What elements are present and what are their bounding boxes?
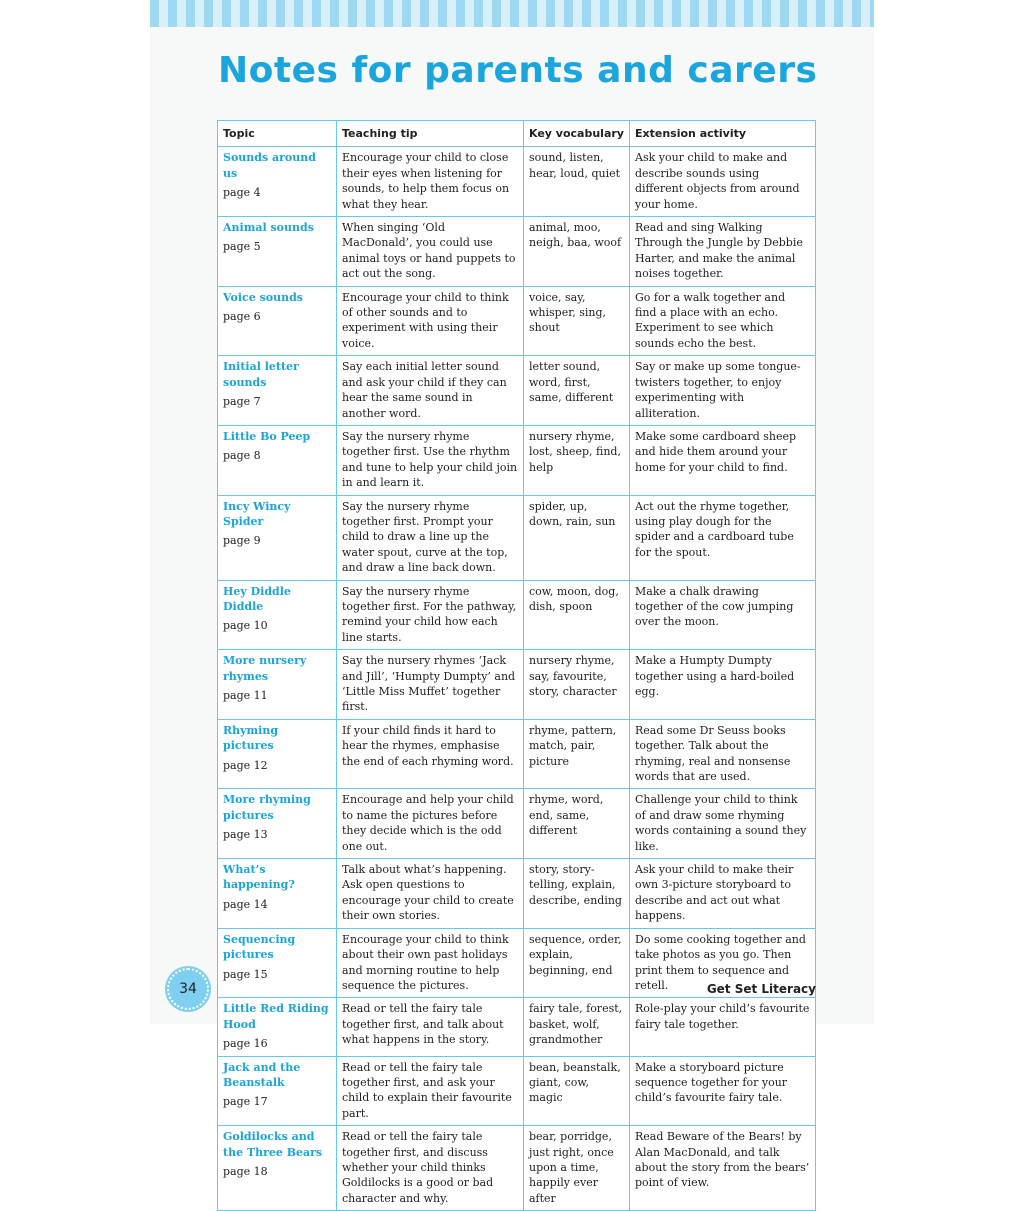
topic-cell [218, 356, 337, 426]
topic-cell [218, 928, 337, 998]
teaching-tip-cell: Say the nursery rhyme together first. Use the rhythm and tune to help your child join in and learn it. [337, 425, 524, 495]
topic-page-ref: page 10 [223, 619, 268, 633]
topic-name: Hey Diddle Diddle [223, 584, 291, 613]
topic-name: Sounds around us [223, 151, 316, 180]
topic-cell [218, 1056, 337, 1126]
key-vocabulary-cell: fairy tale, forest, basket, wolf, grandmother [524, 998, 630, 1056]
topic-cell [218, 719, 337, 789]
topic-cell [218, 286, 337, 356]
topic-cell [218, 998, 337, 1056]
topic-page-ref: page 5 [223, 240, 261, 254]
table-row [218, 495, 816, 580]
key-vocabulary-cell: rhyme, pattern, match, pair, picture [524, 719, 630, 789]
table-row [218, 286, 816, 356]
table-row [218, 147, 816, 217]
key-vocabulary-cell: sequence, order, explain, beginning, end [524, 928, 630, 998]
topic-name: Incy Wincy Spider [223, 499, 291, 528]
notes-table [217, 120, 816, 1211]
extension-activity-cell: Act out the rhyme together, using play dough for the spider and a cardboard tube for the spout. [630, 495, 816, 580]
topic-name: What’s happening? [223, 863, 295, 892]
table-row [218, 1126, 816, 1211]
teaching-tip-cell: Say the nursery rhymes ‘Jack and Jill’, ‘Humpty Dumpty’ and ‘Little Miss Muffet’ together first. [337, 650, 524, 720]
key-vocabulary-cell: nursery rhyme, lost, sheep, find, help [524, 425, 630, 495]
topic-name: Jack and the Beanstalk [223, 1060, 301, 1089]
topic-name: More rhyming pictures [223, 793, 311, 822]
extension-activity-cell: Make a chalk drawing together of the cow jumping over the moon. [630, 580, 816, 650]
key-vocabulary-cell: letter sound, word, first, same, different [524, 356, 630, 426]
topic-name: Little Red Riding Hood [223, 1002, 329, 1031]
teaching-tip-cell: Encourage your child to think about their own past holidays and morning routine to help sequence the pictures. [337, 928, 524, 998]
topic-name: Voice sounds [223, 290, 303, 304]
topic-page-ref: page 9 [223, 534, 261, 548]
extension-activity-cell: Make a storyboard picture sequence together for your child’s favourite fairy tale. [630, 1056, 816, 1126]
topic-name: More nursery rhymes [223, 654, 307, 683]
table-row [218, 859, 816, 929]
key-vocabulary-cell: cow, moon, dog, dish, spoon [524, 580, 630, 650]
topic-page-ref: page 14 [223, 897, 268, 911]
extension-activity-cell: Role-play your child’s favourite fairy tale together. [630, 998, 816, 1056]
topic-cell [218, 1126, 337, 1211]
topic-page-ref: page 11 [223, 689, 268, 702]
topic-cell [218, 580, 337, 650]
table-header-row [218, 121, 816, 147]
key-vocabulary-cell: bear, porridge, just right, once upon a time, happily ever after [524, 1126, 630, 1211]
topic-cell [218, 859, 337, 929]
topic-page-ref: page 15 [223, 967, 268, 981]
teaching-tip-cell: Read or tell the fairy tale together first, and talk about what happens in the story. [337, 998, 524, 1056]
teaching-tip-cell: Talk about what’s happening. Ask open questions to encourage your child to create their own stories. [337, 859, 524, 929]
teaching-tip-cell: Read or tell the fairy tale together first, and discuss whether your child thinks Goldilocks is a good or bad character and why. [337, 1126, 524, 1211]
extension-activity-cell: Read and sing Walking Through the Jungle by Debbie Harter, and make the animal noises together. [630, 217, 816, 287]
topic-cell [218, 217, 337, 287]
extension-activity-cell: Make some cardboard sheep and hide them around your home for your child to find. [630, 425, 816, 495]
topic-name: Goldilocks and the Three Bears [223, 1130, 323, 1159]
teaching-tip-cell: Read or tell the fairy tale together first, and ask your child to explain their favourite part. [337, 1056, 524, 1126]
key-vocabulary-cell: voice, say, whisper, sing, shout [524, 286, 630, 356]
page-title: Notes for parents and carers [218, 50, 818, 91]
teaching-tip-cell: Say each initial letter sound and ask your child if they can hear the same sound in another word. [337, 356, 524, 426]
page-number-badge: 34 [167, 968, 209, 1010]
table-row [218, 1056, 816, 1126]
teaching-tip-cell: Say the nursery rhyme together first. For the pathway, remind your child how each line starts. [337, 580, 524, 650]
table-row [218, 217, 816, 287]
key-vocabulary-cell: animal, moo, neigh, baa, woof [524, 217, 630, 287]
key-vocabulary-cell: sound, listen, hear, loud, quiet [524, 147, 630, 217]
extension-activity-cell: Ask your child to make and describe sounds using different objects from around your home. [630, 147, 816, 217]
key-vocabulary-cell: story, story-telling, explain, describe, ending [524, 859, 630, 929]
extension-activity-cell: Read some Dr Seuss books together. Talk about the rhyming, real and nonsense words that are used. [630, 719, 816, 789]
topic-page-ref: page 12 [223, 758, 268, 772]
topic-page-ref: page 13 [223, 828, 268, 842]
topic-name: Little Bo Peep [223, 429, 311, 443]
book-series-footer: Get Set Literacy [706, 982, 816, 996]
teaching-tip-cell: Encourage your child to think of other sounds and to experiment with using their voice. [337, 286, 524, 356]
table-row [218, 998, 816, 1056]
table-row [218, 789, 816, 859]
topic-cell [218, 425, 337, 495]
extension-activity-cell: Do some cooking together and take photos as you go. Then print them to sequence and retell. [630, 928, 816, 998]
table-row [218, 356, 816, 426]
table-row [218, 650, 816, 720]
teaching-tip-cell: Encourage and help your child to name the pictures before they decide which is the odd one out. [337, 789, 524, 859]
book-page [150, 0, 874, 1205]
table-row [218, 580, 816, 650]
topic-page-ref: page 17 [223, 1095, 268, 1109]
topic-name: Initial letter sounds [223, 360, 299, 389]
extension-activity-cell: Say or make up some tongue-twisters together, to enjoy experimenting with alliteration. [630, 356, 816, 426]
extension-activity-cell: Go for a walk together and find a place with an echo. Experiment to see which sounds echo the best. [630, 286, 816, 356]
extension-activity-cell: Challenge your child to think of and draw some rhyming words containing a sound they like. [630, 789, 816, 859]
topic-cell [218, 789, 337, 859]
topic-page-ref: page 6 [223, 310, 261, 324]
table-row [218, 719, 816, 789]
header-key-vocabulary: Key vocabulary [524, 121, 630, 147]
key-vocabulary-cell: spider, up, down, rain, sun [524, 495, 630, 580]
teaching-tip-cell: When singing ‘Old MacDonald’, you could use animal toys or hand puppets to act out the song. [337, 217, 524, 287]
teaching-tip-cell: If your child finds it hard to hear the rhymes, emphasise the end of each rhyming word. [337, 719, 524, 789]
extension-activity-cell: Read Beware of the Bears! by Alan MacDonald, and talk about the story from the bears’ point of view. [630, 1126, 816, 1211]
teaching-tip-cell: Encourage your child to close their eyes when listening for sounds, to help them focus on what they hear. [337, 147, 524, 217]
header-topic: Topic [218, 121, 337, 147]
topic-page-ref: page 16 [223, 1037, 268, 1051]
header-extension-activity: Extension activity [630, 121, 816, 147]
key-vocabulary-cell: rhyme, word, end, same, different [524, 789, 630, 859]
striped-header-band [150, 0, 874, 27]
extension-activity-cell: Ask your child to make their own 3-picture storyboard to describe and act out what happens. [630, 859, 816, 929]
topic-cell [218, 147, 337, 217]
key-vocabulary-cell: bean, beanstalk, giant, cow, magic [524, 1056, 630, 1126]
topic-page-ref: page 18 [223, 1164, 268, 1178]
topic-name: Sequencing pictures [223, 932, 296, 962]
extension-activity-cell: Make a Humpty Dumpty together using a hard-boiled egg. [630, 650, 816, 720]
topic-page-ref: page 8 [223, 449, 261, 463]
key-vocabulary-cell: nursery rhyme, say, favourite, story, character [524, 650, 630, 720]
header-teaching-tip: Teaching tip [337, 121, 524, 147]
topic-cell [218, 650, 337, 720]
topic-name: Rhyming pictures [223, 723, 279, 753]
teaching-tip-cell: Say the nursery rhyme together first. Prompt your child to draw a line up the water spout, curve at the top, and draw a line back down. [337, 495, 524, 580]
topic-cell [218, 495, 337, 580]
topic-page-ref: page 7 [223, 395, 261, 409]
topic-name: Animal sounds [223, 221, 314, 235]
topic-page-ref: page 4 [223, 186, 261, 200]
table-row [218, 425, 816, 495]
